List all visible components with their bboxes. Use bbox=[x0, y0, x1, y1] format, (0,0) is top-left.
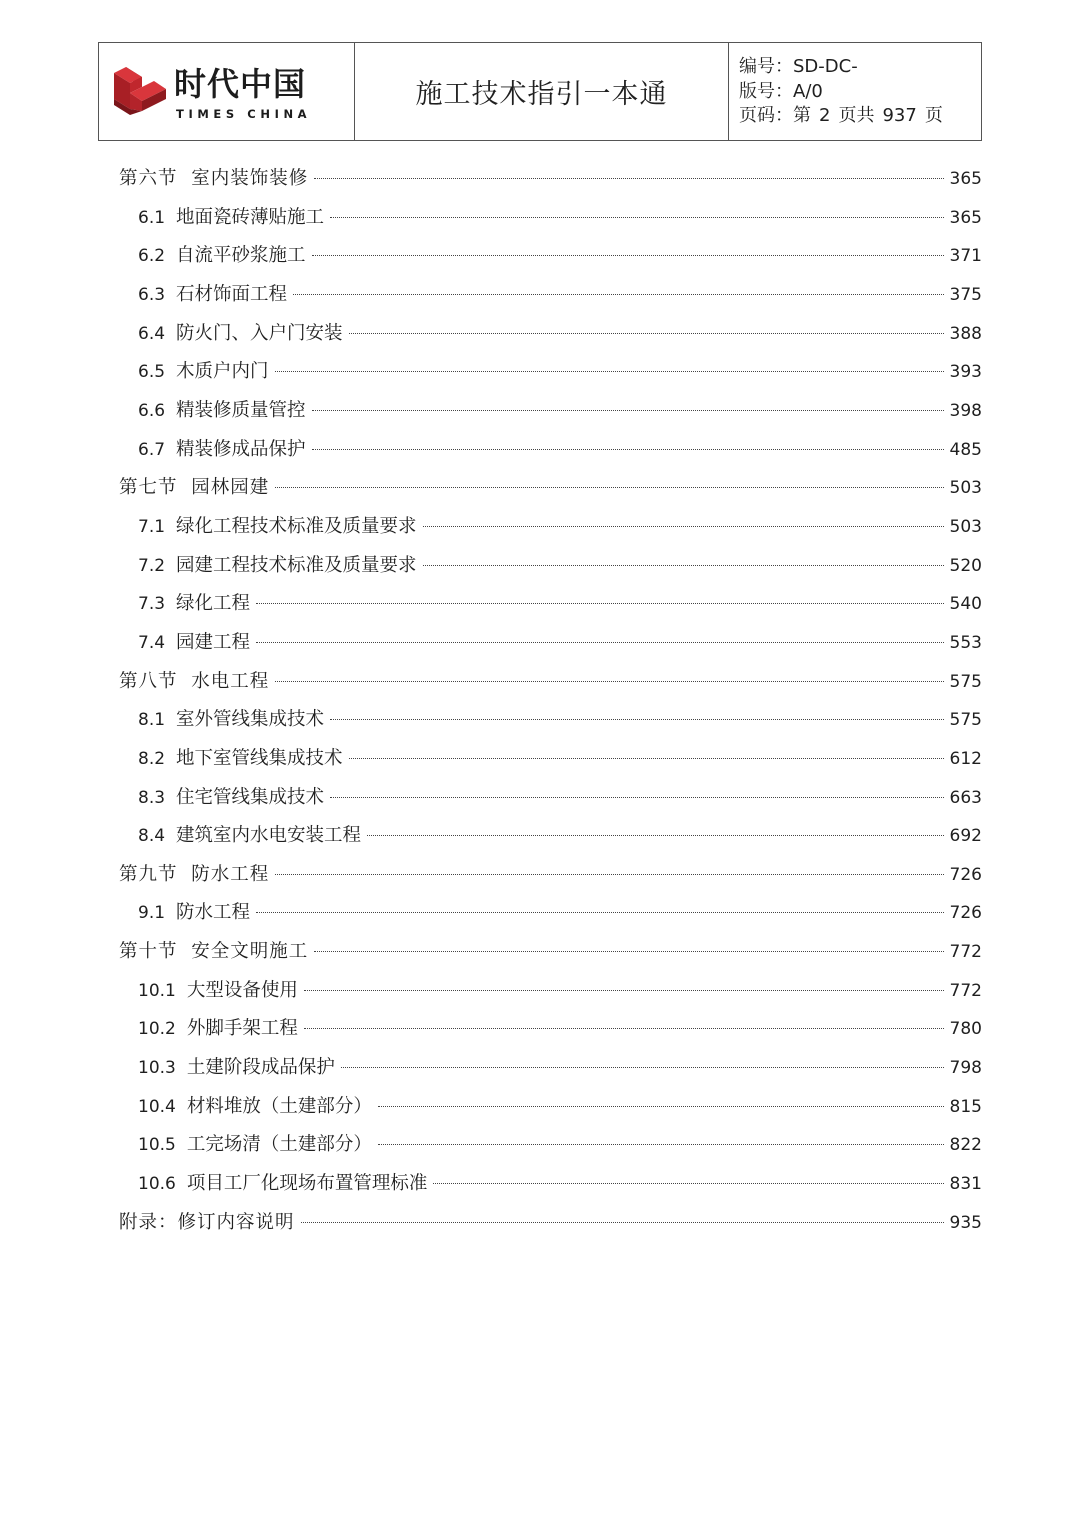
table-of-contents bbox=[119, 160, 982, 1242]
logo-name-cn: 时代中国 bbox=[174, 65, 307, 103]
toc-item-page: 503 bbox=[949, 516, 982, 537]
toc-subsection-item[interactable] bbox=[119, 1126, 982, 1165]
toc-dot-leader bbox=[293, 294, 943, 295]
toc-item-page: 375 bbox=[949, 284, 982, 305]
toc-dot-leader bbox=[312, 255, 944, 256]
toc-dot-leader bbox=[367, 835, 943, 836]
toc-item-number: 8.2 bbox=[138, 748, 166, 769]
toc-item-label: 精装修质量管控 bbox=[176, 399, 306, 421]
toc-section-item[interactable] bbox=[119, 663, 982, 702]
toc-dot-leader bbox=[433, 1183, 943, 1184]
page-number-row bbox=[739, 104, 981, 129]
toc-item-page: 822 bbox=[949, 1135, 982, 1156]
toc-subsection-item[interactable] bbox=[119, 740, 982, 779]
toc-dot-leader bbox=[349, 333, 944, 334]
toc-subsection-item[interactable] bbox=[119, 1165, 982, 1204]
toc-item-label: 地下室管线集成技术 bbox=[176, 747, 343, 769]
toc-item-number: 6.2 bbox=[138, 246, 166, 267]
toc-item-page: 503 bbox=[949, 478, 982, 499]
toc-dot-leader bbox=[423, 565, 944, 566]
toc-subsection-item[interactable] bbox=[119, 701, 982, 740]
toc-subsection-item[interactable] bbox=[119, 1049, 982, 1088]
toc-item-label: 第七节 园林园建 bbox=[119, 477, 270, 499]
toc-item-number: 8.1 bbox=[138, 710, 166, 731]
toc-section-item[interactable] bbox=[119, 469, 982, 508]
toc-dot-leader bbox=[304, 990, 944, 991]
version-row bbox=[739, 80, 981, 105]
toc-dot-leader bbox=[312, 410, 944, 411]
toc-item-label: 住宅管线集成技术 bbox=[176, 786, 325, 808]
toc-item-number: 7.4 bbox=[138, 632, 166, 653]
toc-subsection-item[interactable] bbox=[119, 779, 982, 818]
toc-subsection-item[interactable] bbox=[119, 894, 982, 933]
toc-section-item[interactable] bbox=[119, 1204, 982, 1243]
toc-item-label: 绿化工程 bbox=[176, 593, 251, 615]
toc-item-number: 6.7 bbox=[138, 439, 166, 460]
toc-item-number: 6.5 bbox=[138, 362, 166, 383]
toc-item-label: 第八节 水电工程 bbox=[119, 670, 270, 692]
toc-item-page: 726 bbox=[949, 864, 982, 885]
toc-dot-leader bbox=[378, 1144, 944, 1145]
toc-subsection-item[interactable] bbox=[119, 547, 982, 586]
toc-dot-leader bbox=[330, 797, 943, 798]
toc-item-number: 6.6 bbox=[138, 400, 166, 421]
toc-dot-leader bbox=[275, 371, 944, 372]
toc-item-page: 398 bbox=[949, 400, 982, 421]
toc-dot-leader bbox=[378, 1106, 944, 1107]
toc-item-page: 365 bbox=[949, 169, 982, 189]
toc-item-label: 工完场清（土建部分） bbox=[186, 1134, 372, 1156]
toc-subsection-item[interactable] bbox=[119, 237, 982, 276]
page-label: 页码： bbox=[739, 105, 793, 126]
toc-item-label: 室外管线集成技术 bbox=[176, 709, 325, 731]
toc-item-label: 精装修成品保护 bbox=[176, 438, 306, 460]
toc-item-page: 612 bbox=[949, 748, 982, 769]
version-value: A/0 bbox=[793, 80, 823, 102]
toc-item-page: 520 bbox=[949, 555, 982, 576]
toc-item-number: 10.2 bbox=[138, 1019, 176, 1040]
page-total: 937 bbox=[882, 105, 917, 126]
toc-section-item[interactable] bbox=[119, 160, 982, 199]
toc-item-number: 6.1 bbox=[138, 207, 166, 228]
toc-item-label: 地面瓷砖薄贴施工 bbox=[176, 206, 325, 228]
toc-dot-leader bbox=[314, 178, 943, 179]
document-title: 施工技术指引一本通 bbox=[355, 43, 729, 140]
doc-number-row bbox=[739, 55, 981, 80]
toc-subsection-item[interactable] bbox=[119, 315, 982, 354]
toc-dot-leader bbox=[256, 603, 943, 604]
doc-number-label: 编号： bbox=[739, 56, 793, 77]
doc-number-value: SD-DC- bbox=[793, 56, 858, 77]
toc-item-number: 9.1 bbox=[138, 903, 166, 924]
toc-item-number: 10.1 bbox=[138, 980, 176, 1001]
toc-item-number: 7.2 bbox=[138, 555, 166, 576]
toc-item-number: 8.4 bbox=[138, 826, 166, 847]
toc-item-page: 663 bbox=[949, 787, 982, 808]
toc-item-page: 935 bbox=[949, 1212, 982, 1233]
toc-item-page: 388 bbox=[949, 323, 982, 344]
toc-item-label: 外脚手架工程 bbox=[186, 1018, 298, 1040]
toc-item-number: 10.6 bbox=[138, 1174, 176, 1195]
toc-section-item[interactable] bbox=[119, 933, 982, 972]
toc-item-number: 7.1 bbox=[138, 516, 166, 537]
toc-item-label: 防火门、入户门安装 bbox=[176, 322, 343, 344]
page-suffix: 页 bbox=[924, 105, 943, 126]
toc-item-page: 365 bbox=[949, 207, 982, 228]
toc-item-number: 10.5 bbox=[138, 1135, 176, 1156]
toc-dot-leader bbox=[256, 642, 943, 643]
toc-item-page: 371 bbox=[949, 246, 982, 267]
document-header bbox=[98, 42, 982, 141]
toc-subsection-item[interactable] bbox=[119, 1010, 982, 1049]
toc-item-number: 10.4 bbox=[138, 1096, 176, 1117]
page-prefix: 第 bbox=[793, 105, 811, 126]
toc-item-number: 6.3 bbox=[138, 284, 166, 305]
toc-item-label: 建筑室内水电安装工程 bbox=[176, 825, 362, 847]
toc-dot-leader bbox=[330, 719, 943, 720]
toc-subsection-item[interactable] bbox=[119, 392, 982, 431]
toc-dot-leader bbox=[275, 874, 943, 875]
toc-section-item[interactable] bbox=[119, 856, 982, 895]
toc-item-label: 材料堆放（土建部分） bbox=[186, 1095, 372, 1117]
toc-item-page: 393 bbox=[949, 362, 982, 383]
toc-item-page: 798 bbox=[949, 1058, 982, 1079]
toc-item-page: 553 bbox=[949, 632, 982, 653]
toc-item-number: 8.3 bbox=[138, 787, 166, 808]
toc-dot-leader bbox=[275, 681, 943, 682]
version-label: 版号： bbox=[739, 80, 793, 102]
toc-item-page: 815 bbox=[949, 1096, 982, 1117]
logo-name-en: TIMES CHINA bbox=[176, 107, 312, 121]
toc-item-label: 大型设备使用 bbox=[186, 979, 298, 1001]
toc-dot-leader bbox=[314, 951, 943, 952]
toc-subsection-item[interactable] bbox=[119, 431, 982, 470]
toc-subsection-item[interactable] bbox=[119, 585, 982, 624]
toc-subsection-item[interactable] bbox=[119, 353, 982, 392]
toc-item-number: 6.4 bbox=[138, 323, 166, 344]
toc-item-page: 772 bbox=[949, 980, 982, 1001]
toc-item-label: 园建工程 bbox=[176, 631, 251, 653]
toc-subsection-item[interactable] bbox=[119, 199, 982, 238]
toc-item-label: 附录：修订内容说明 bbox=[119, 1211, 295, 1233]
toc-dot-leader bbox=[256, 912, 943, 913]
toc-subsection-item[interactable] bbox=[119, 817, 982, 856]
toc-item-number: 7.3 bbox=[138, 594, 166, 615]
toc-item-page: 772 bbox=[949, 942, 982, 963]
toc-item-label: 项目工厂化现场布置管理标准 bbox=[186, 1173, 428, 1195]
document-info bbox=[729, 43, 981, 140]
toc-dot-leader bbox=[304, 1028, 944, 1029]
toc-item-label: 第九节 防水工程 bbox=[119, 863, 270, 885]
toc-dot-leader bbox=[330, 217, 943, 218]
times-china-logo-icon bbox=[110, 65, 168, 117]
toc-dot-leader bbox=[341, 1067, 944, 1068]
toc-item-page: 831 bbox=[949, 1174, 982, 1195]
toc-item-page: 692 bbox=[949, 826, 982, 847]
toc-item-page: 780 bbox=[949, 1019, 982, 1040]
toc-subsection-item[interactable] bbox=[119, 508, 982, 547]
toc-item-label: 自流平砂浆施工 bbox=[176, 245, 306, 267]
toc-dot-leader bbox=[301, 1222, 944, 1223]
toc-item-label: 绿化工程技术标准及质量要求 bbox=[176, 515, 417, 537]
toc-item-page: 575 bbox=[949, 671, 982, 692]
page-current: 2 bbox=[819, 105, 831, 126]
toc-dot-leader bbox=[423, 526, 944, 527]
toc-item-label: 土建阶段成品保护 bbox=[186, 1057, 335, 1079]
toc-item-label: 园建工程技术标准及质量要求 bbox=[176, 554, 417, 576]
toc-subsection-item[interactable] bbox=[119, 972, 982, 1011]
toc-item-label: 木质户内门 bbox=[176, 361, 269, 383]
toc-item-label: 石材饰面工程 bbox=[176, 283, 288, 305]
toc-dot-leader bbox=[275, 487, 943, 488]
toc-item-page: 575 bbox=[949, 710, 982, 731]
toc-subsection-item[interactable] bbox=[119, 276, 982, 315]
toc-item-page: 485 bbox=[949, 439, 982, 460]
toc-item-number: 10.3 bbox=[138, 1058, 176, 1079]
toc-subsection-item[interactable] bbox=[119, 1088, 982, 1127]
toc-item-label: 防水工程 bbox=[176, 902, 251, 924]
page-middle: 页共 bbox=[838, 105, 875, 126]
toc-subsection-item[interactable] bbox=[119, 624, 982, 663]
toc-item-page: 726 bbox=[949, 903, 982, 924]
toc-dot-leader bbox=[312, 449, 944, 450]
logo-cell bbox=[99, 43, 355, 140]
toc-item-label: 第六节 室内装饰装修 bbox=[119, 168, 309, 189]
toc-dot-leader bbox=[349, 758, 944, 759]
toc-item-label: 第十节 安全文明施工 bbox=[119, 941, 309, 963]
toc-item-page: 540 bbox=[949, 594, 982, 615]
